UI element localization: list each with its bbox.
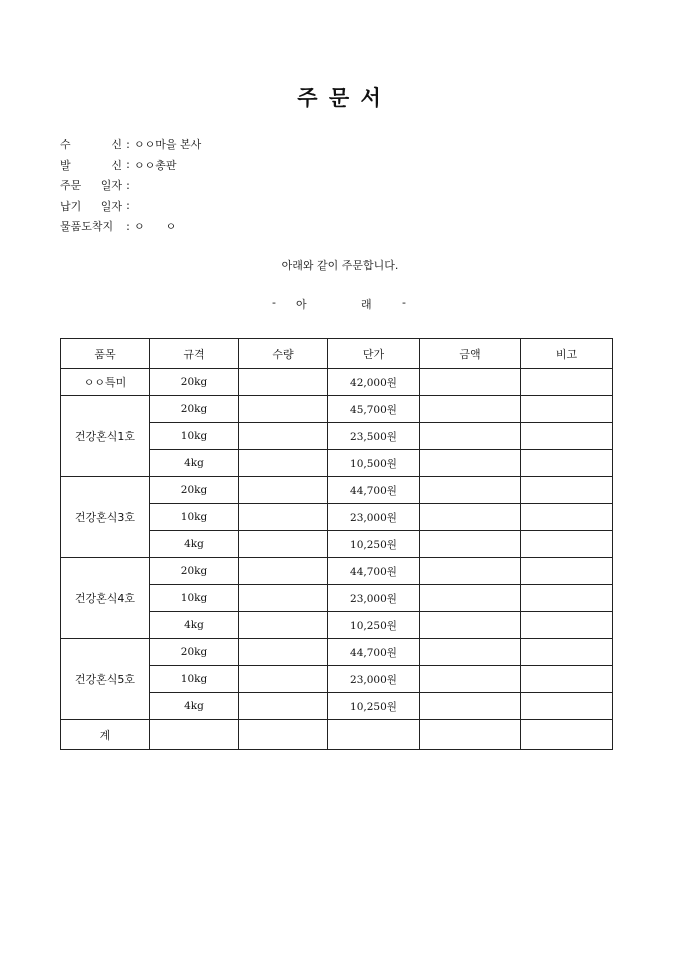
price-cell: 23,000원 [328,504,420,531]
total-label: 계 [61,720,150,750]
item-name: 건강혼식4호 [61,558,150,639]
item-name: 건강혼식1호 [61,396,150,477]
order-date-label: 주문 일자 [60,179,122,193]
price-cell: 42,000원 [328,369,420,396]
table-row [61,558,613,585]
price-cell: 23,000원 [328,666,420,693]
remarks-cell[interactable] [521,639,613,666]
quantity-cell[interactable] [239,693,328,720]
amount-cell[interactable] [420,423,521,450]
price-cell: 10,250원 [328,612,420,639]
spec-cell: 20kg [150,369,239,396]
remarks-cell[interactable] [521,585,613,612]
price-cell: 45,700원 [328,396,420,423]
spec-cell: 20kg [150,477,239,504]
due-date-label: 납기 일자 [60,199,122,213]
quantity-cell[interactable] [239,369,328,396]
quantity-cell[interactable] [239,639,328,666]
price-cell: 10,250원 [328,693,420,720]
quantity-cell[interactable] [239,612,328,639]
amount-cell[interactable] [420,558,521,585]
header-amount: 금액 [420,339,521,369]
spec-cell: 4kg [150,612,239,639]
price-cell: 23,500원 [328,423,420,450]
document-title: 주 문 서 [297,85,383,110]
total-price-cell[interactable] [328,720,420,750]
intro-text: 아래와 같이 주문합니다. [281,259,399,272]
quantity-cell[interactable] [239,450,328,477]
remarks-cell[interactable] [521,477,613,504]
spec-cell: 4kg [150,693,239,720]
price-cell: 44,700원 [328,477,420,504]
remarks-cell[interactable] [521,504,613,531]
total-spec-cell[interactable] [150,720,239,750]
sender-value: ㅇㅇ총판 [134,158,177,172]
price-cell: 44,700원 [328,639,420,666]
quantity-cell[interactable] [239,585,328,612]
amount-cell[interactable] [420,504,521,531]
spec-cell: 10kg [150,504,239,531]
item-name: 건강혼식3호 [61,477,150,558]
spec-cell: 20kg [150,396,239,423]
sender-label: 발 신 [60,158,122,172]
header-quantity: 수량 [239,339,328,369]
info-row-sender: 발 신 : ㅇㅇ총판 [60,158,177,172]
recipient-label: 수 신 [60,138,122,152]
remarks-cell[interactable] [521,666,613,693]
spec-cell: 4kg [150,450,239,477]
destination-label: 물품도착지 [60,220,114,234]
spec-cell: 10kg [150,585,239,612]
order-info [60,134,201,237]
recipient-value: ㅇㅇ마을 본사 [134,138,202,152]
total-remarks-cell[interactable] [521,720,613,750]
table-row [61,396,613,423]
quantity-cell[interactable] [239,477,328,504]
amount-cell[interactable] [420,585,521,612]
order-table [60,338,613,750]
total-quantity-cell[interactable] [239,720,328,750]
remarks-cell[interactable] [521,558,613,585]
destination-value: ㅇ ㅇ [134,220,177,234]
header-spec: 규격 [150,339,239,369]
amount-cell[interactable] [420,693,521,720]
remarks-cell[interactable] [521,450,613,477]
table-row [61,639,613,666]
info-row-due-date: 납기 일자 : [60,199,130,213]
spec-cell: 20kg [150,558,239,585]
item-name: ㅇㅇ특미 [61,369,150,396]
quantity-cell[interactable] [239,666,328,693]
info-row-recipient: 수 신 : ㅇㅇ마을 본사 [60,137,202,152]
header-item: 품목 [61,339,150,369]
quantity-cell[interactable] [239,558,328,585]
amount-cell[interactable] [420,666,521,693]
table-row [61,477,613,504]
price-cell: 10,250원 [328,531,420,558]
spec-cell: 10kg [150,666,239,693]
header-remarks: 비고 [521,339,613,369]
remarks-cell[interactable] [521,423,613,450]
remarks-cell[interactable] [521,531,613,558]
price-cell: 23,000원 [328,585,420,612]
spec-cell: 10kg [150,423,239,450]
total-row [61,720,613,750]
amount-cell[interactable] [420,450,521,477]
remarks-cell[interactable] [521,396,613,423]
price-cell: 44,700원 [328,558,420,585]
amount-cell[interactable] [420,477,521,504]
quantity-cell[interactable] [239,531,328,558]
amount-cell[interactable] [420,639,521,666]
amount-cell[interactable] [420,396,521,423]
remarks-cell[interactable] [521,612,613,639]
amount-cell[interactable] [420,369,521,396]
item-name: 건강혼식5호 [61,639,150,720]
quantity-cell[interactable] [239,396,328,423]
quantity-cell[interactable] [239,423,328,450]
price-cell: 10,500원 [328,450,420,477]
info-row-order-date: 주문 일자 : [60,178,130,193]
header-unit-price: 단가 [328,339,420,369]
remarks-cell[interactable] [521,693,613,720]
total-amount-cell[interactable] [420,720,521,750]
table-row [61,369,613,396]
remarks-cell[interactable] [521,369,613,396]
amount-cell[interactable] [420,612,521,639]
spec-cell: 20kg [150,639,239,666]
table-header-row [61,339,613,369]
amount-cell[interactable] [420,531,521,558]
spec-cell: 4kg [150,531,239,558]
info-row-destination: 물품도착지 : ㅇ ㅇ [60,219,177,234]
quantity-cell[interactable] [239,504,328,531]
